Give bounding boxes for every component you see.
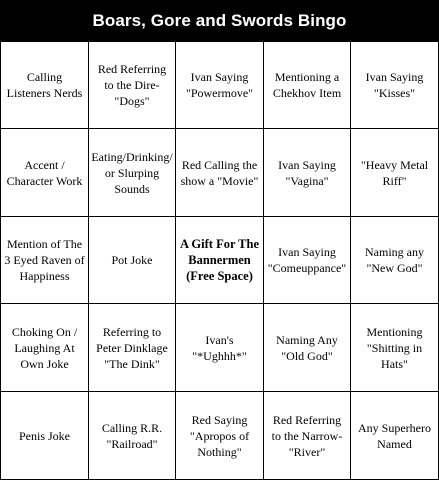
bingo-cell-r5-c1[interactable]: Penis Joke xyxy=(1,392,89,480)
bingo-cell-r5-c2[interactable]: Calling R.R. "Railroad" xyxy=(89,392,176,480)
card-title: Boars, Gore and Swords Bingo xyxy=(0,0,439,41)
bingo-cell-r4-c1[interactable]: Choking On / Laughing At Own Joke xyxy=(1,304,89,392)
bingo-grid xyxy=(0,41,439,480)
bingo-cell-r4-c5[interactable]: Mentioning "Shitting in Hats" xyxy=(351,304,439,392)
bingo-cell-r1-c4[interactable]: Mentioning a Chekhov Item xyxy=(264,42,351,129)
bingo-cell-r1-c5[interactable]: Ivan Saying "Kisses" xyxy=(351,42,439,129)
bingo-cell-r2-c5[interactable]: "Heavy Metal Riff" xyxy=(351,129,439,217)
bingo-cell-r3-c5[interactable]: Naming any "New God" xyxy=(351,217,439,304)
bingo-cell-r4-c2[interactable]: Referring to Peter Dinklage "The Dink" xyxy=(89,304,176,392)
bingo-cell-r3-c2[interactable]: Pot Joke xyxy=(89,217,176,304)
bingo-cell-r5-c3[interactable]: Red Saying "Apropos of Nothing" xyxy=(176,392,264,480)
bingo-free-space[interactable]: A Gift For The Bannermen (Free Space) xyxy=(176,217,264,304)
bingo-cell-r4-c4[interactable]: Naming Any "Old God" xyxy=(264,304,351,392)
bingo-cell-r3-c1[interactable]: Mention of The 3 Eyed Raven of Happiness xyxy=(1,217,89,304)
bingo-cell-r2-c2[interactable]: Eating/Drinking/ or Slurping Sounds xyxy=(89,129,176,217)
bingo-cell-r1-c1[interactable]: Calling Listeners Nerds xyxy=(1,42,89,129)
bingo-cell-r4-c3[interactable]: Ivan's "*Ughhh*" xyxy=(176,304,264,392)
bingo-cell-r3-c4[interactable]: Ivan Saying "Comeuppance" xyxy=(264,217,351,304)
bingo-cell-r5-c5[interactable]: Any Superhero Named xyxy=(351,392,439,480)
bingo-cell-r5-c4[interactable]: Red Referring to the Narrow-"River" xyxy=(264,392,351,480)
bingo-cell-r2-c4[interactable]: Ivan Saying "Vagina" xyxy=(264,129,351,217)
bingo-cell-r1-c2[interactable]: Red Referring to the Dire-"Dogs" xyxy=(89,42,176,129)
bingo-cell-r1-c3[interactable]: Ivan Saying "Powermove" xyxy=(176,42,264,129)
bingo-cell-r2-c1[interactable]: Accent / Character Work xyxy=(1,129,89,217)
bingo-cell-r2-c3[interactable]: Red Calling the show a "Movie" xyxy=(176,129,264,217)
